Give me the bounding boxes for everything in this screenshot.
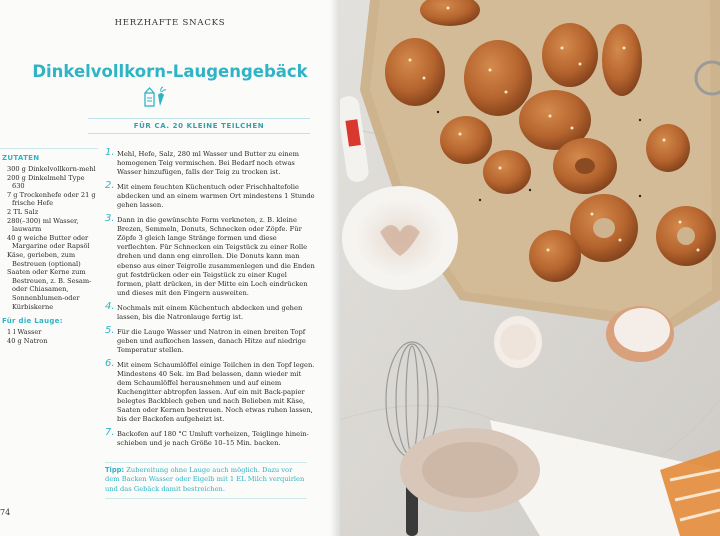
ingredients-heading: ZUTATEN <box>2 154 40 162</box>
step-text: Mit einem Schaumlöffel einige Teilchen in den Topf legen. Mindestens 40 Sek. im Bad belassen, dann wieder mit dem Schaumlöffel herausnehmen und auf einem Kuchengitter abtropfen lassen. Auf ein mit Back-papier belegtes Backblech geben und nach Belieben mit Käse, Saaten oder Kernen bestreuen. Noch etwas ruhen lassen, bis der Backofen aufgeheizt ist. <box>117 360 315 424</box>
step-6 <box>105 357 315 424</box>
ingredient-item: 200 g Dinkelmehl Type 630 <box>7 173 85 191</box>
step-number: 7. <box>105 427 115 439</box>
step-text: Mit einem feuchten Küchentuch oder Frischhaltefolie abdecken und an einem warmen Ort mindestens 1 Stunde gehen lassen. <box>117 183 315 210</box>
ingredient-item: 300 g Dinkelvollkorn-mehl <box>7 165 96 173</box>
step-number: 2. <box>105 180 115 192</box>
recipe-page <box>0 0 340 536</box>
step-text: Dann in die gewünschte Form verkneten, z. B. kleine Brezen, Semmeln, Donuts, Schnecken oder Zöpfe. Für Zöpfe 3 gleich lange Stränge formen und diese verflechten. Für Schnecken ein Teigstück zu einer Rolle drehen und dann eng einrollen. Die Donuts kann man ebenso aus einer Teigrolle zusammenlegen und die Enden gut festdrücken oder ein Teigstück zu einer Kugel formen, platt drücken, in der Mitte ein Loch eindrücken und dieses mit den Fingern ausweiten. <box>117 216 315 297</box>
pretzel-pastries-photo <box>340 0 720 536</box>
lauge-item: 1 l Wasser <box>7 328 42 337</box>
step-3 <box>105 213 315 297</box>
step-number: 3. <box>105 213 115 225</box>
vegetarian-icon <box>143 86 169 114</box>
tip-text: Zubereitung ohne Lauge auch möglich. Dazu vor dem Backen Wasser oder Eigelb mit 1 EL Milch verquirlen und das Gebäck damit bestreichen. <box>105 466 305 493</box>
ingredient-item: Käse, gerieben, zum Bestreuen (optional) <box>7 250 81 268</box>
step-text: Nochmals mit einem Küchentuch abdecken und gehen lassen, bis die Natronlauge fertig ist. <box>117 303 303 321</box>
step-7 <box>105 427 315 448</box>
step-number: 4. <box>105 300 115 312</box>
step-number: 1. <box>105 147 115 158</box>
step-text: Mehl, Hefe, Salz, 280 ml Wasser und Butter zu einem homogenen Teig vermischen. Bei Bedarf noch etwas Wasser hinzufügen, falls der Teig zu trocken ist. <box>117 150 299 177</box>
ingredient-item: 2 TL Salz <box>7 207 39 216</box>
step-text: Für die Lauge Wasser und Natron in einen breiten Topf geben und aufkochen lassen, danach Hitze auf niedrige Temperatur stellen. <box>117 327 306 354</box>
step-5 <box>105 324 315 355</box>
step-number: 6. <box>105 357 115 369</box>
gutter-shadow <box>330 0 340 536</box>
step-4 <box>105 300 315 322</box>
section-label: HERZHAFTE SNACKS <box>114 18 226 28</box>
step-1 <box>105 147 315 177</box>
ingredients-sidebar <box>0 148 98 345</box>
recipe-title: Dinkelvollkorn-Laugengebäck <box>32 62 308 81</box>
ingredient-item: 7 g Trockenhefe oder 21 g frische Hefe <box>7 190 96 208</box>
step-number: 5. <box>105 324 115 336</box>
yield-info: FÜR CA. 20 KLEINE TEILCHEN <box>88 118 310 134</box>
page-number: 74 <box>0 508 11 517</box>
tip-box <box>105 462 307 499</box>
ingredient-item: 280(–300) ml Wasser, lauwarm <box>7 216 79 234</box>
instructions <box>105 147 315 454</box>
step-2 <box>105 180 315 210</box>
ingredient-item: Saaten oder Kerne zum Bestreuen, z. B. Sesam- oder Chiasamen, Sonnenblumen-oder Kürbiskerne <box>7 268 92 311</box>
ingredient-item: 40 g weiche Butter oder Margarine oder Rapsöl <box>7 233 90 251</box>
step-text: Backofen auf 180 °C Umluft vorheizen, Teiglinge hinein-schieben und je nach Größe 10–15 Min. backen. <box>117 430 309 448</box>
lauge-heading: Für die Lauge: <box>2 317 63 326</box>
tip-label: Tipp: <box>105 466 125 474</box>
lauge-item: 40 g Natron <box>7 336 48 345</box>
